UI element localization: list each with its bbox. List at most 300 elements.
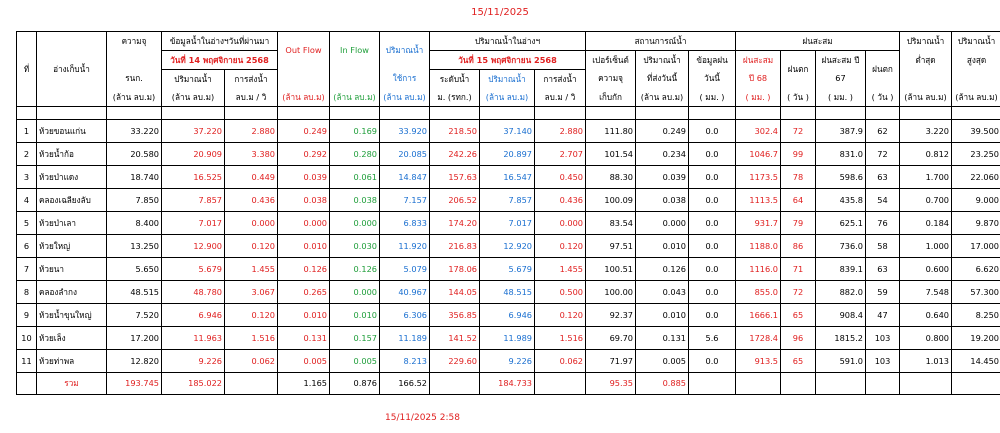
col-reservoir-header: อ่างเก็บน้ำ	[37, 32, 107, 107]
current-release-cell: 0.062	[535, 350, 586, 373]
rain-days-67-cell: 47	[866, 304, 900, 327]
usable-volume-cell: 5.079	[380, 258, 430, 281]
rain-68-cell: 1116.0	[736, 258, 781, 281]
table-row	[17, 120, 1000, 143]
min-volume-cell: 3.220	[900, 120, 952, 143]
rain-days-67-cell: 63	[866, 258, 900, 281]
rain-67-cell: 831.0	[816, 143, 866, 166]
reservoir-name-cell: คลองลำกง	[37, 281, 107, 304]
outflow-cell: 0.010	[278, 235, 330, 258]
inflow-cell: 0.010	[330, 304, 380, 327]
row-no-cell: 4	[17, 189, 37, 212]
past-release-cell: 0.120	[225, 304, 278, 327]
rain-today-cell: 0.0	[689, 235, 736, 258]
past-date-header: วันที่ 14 พฤศจิกายน 2568	[162, 51, 278, 70]
current-group-header: ปริมาณน้ำในอ่างฯ	[430, 32, 586, 51]
row-no-cell: 9	[17, 304, 37, 327]
water-level-cell: 356.85	[430, 304, 480, 327]
row-no-cell: 2	[17, 143, 37, 166]
outflow-cell: 0.249	[278, 120, 330, 143]
table-row	[17, 350, 1000, 373]
rain-67-cell: 625.1	[816, 212, 866, 235]
rain-67-cell: 839.1	[816, 258, 866, 281]
current-volume-h1: ปริมาณน้ำ	[480, 70, 535, 89]
rain-today-cell: 0.0	[689, 304, 736, 327]
rain-days-67-cell: 63	[866, 166, 900, 189]
water-level-cell: 144.05	[430, 281, 480, 304]
rain-67-cell: 882.0	[816, 281, 866, 304]
rain67-h3: ( มม. )	[816, 88, 866, 107]
min-volume-h2: ต่ำสุด	[900, 51, 952, 70]
usable-volume-cell: 6.833	[380, 212, 430, 235]
current-volume-cell: 11.989	[480, 327, 535, 350]
release-today-cell: 0.126	[636, 258, 689, 281]
min-volume-cell: 0.600	[900, 258, 952, 281]
total-inflow: 0.876	[330, 373, 380, 395]
outflow-cell: 0.038	[278, 189, 330, 212]
percent-capacity-cell: 88.30	[586, 166, 636, 189]
max-volume-cell: 14.450	[952, 350, 1000, 373]
water-level-cell: 141.52	[430, 327, 480, 350]
past-volume-h2: (ล้าน ลบ.ม)	[162, 88, 225, 107]
inflow-cell: 0.030	[330, 235, 380, 258]
rain-67-cell: 435.8	[816, 189, 866, 212]
table-row	[17, 281, 1000, 304]
current-volume-h2: (ล้าน ลบ.ม)	[480, 88, 535, 107]
outflow-unit: (ล้าน ลบ.ม)	[278, 88, 330, 107]
current-release-cell: 0.000	[535, 212, 586, 235]
water-level-cell: 206.52	[430, 189, 480, 212]
rain-67-cell: 908.4	[816, 304, 866, 327]
past-release-cell: 0.120	[225, 235, 278, 258]
current-release-cell: 0.450	[535, 166, 586, 189]
table-row	[17, 143, 1000, 166]
inflow-cell: 0.061	[330, 166, 380, 189]
capacity-cell: 13.250	[107, 235, 162, 258]
percent-capacity-cell: 83.54	[586, 212, 636, 235]
water-level-cell: 174.20	[430, 212, 480, 235]
past-group-header: ข้อมูลน้ำในอ่างฯวันที่ผ่านมา	[162, 32, 278, 51]
release-today-cell: 0.039	[636, 166, 689, 189]
min-volume-cell: 1.013	[900, 350, 952, 373]
inflow-cell: 0.038	[330, 189, 380, 212]
outflow-cell: 0.000	[278, 212, 330, 235]
row-no-cell: 5	[17, 212, 37, 235]
capacity-cell: 8.400	[107, 212, 162, 235]
rain68-h2: ปี 68	[736, 70, 781, 89]
past-release-cell: 3.067	[225, 281, 278, 304]
usable-volume-cell: 20.085	[380, 143, 430, 166]
rain-68-cell: 302.4	[736, 120, 781, 143]
past-release-cell: 1.516	[225, 327, 278, 350]
percent-capacity-cell: 111.80	[586, 120, 636, 143]
row-no-cell: 8	[17, 281, 37, 304]
rain-67-cell: 598.6	[816, 166, 866, 189]
rain-days-67-cell: 58	[866, 235, 900, 258]
reservoir-name-cell: ห้วยใหญ่	[37, 235, 107, 258]
past-release-h1: การส่งน้ำ	[225, 70, 278, 89]
table-body	[17, 120, 1000, 373]
min-volume-cell: 1.000	[900, 235, 952, 258]
percent-capacity-cell: 71.97	[586, 350, 636, 373]
water-level-cell: 242.26	[430, 143, 480, 166]
rain-days-67-cell: 103	[866, 350, 900, 373]
table-row	[17, 212, 1000, 235]
release-today-cell: 0.038	[636, 189, 689, 212]
min-volume-cell: 1.700	[900, 166, 952, 189]
rain-days-67-cell: 103	[866, 327, 900, 350]
current-release-h1: การส่งน้ำ	[535, 70, 586, 89]
outflow-header: Out Flow	[278, 32, 330, 70]
rain-68-cell: 1173.5	[736, 166, 781, 189]
usable-h3: (ล้าน ลบ.ม)	[380, 88, 430, 107]
min-volume-cell: 0.640	[900, 304, 952, 327]
col-no-header: ที่	[17, 32, 37, 107]
reservoir-name-cell: ห้วยขอนแก่น	[37, 120, 107, 143]
past-release-cell: 0.000	[225, 212, 278, 235]
inflow-cell: 0.157	[330, 327, 380, 350]
percent-capacity-cell: 92.37	[586, 304, 636, 327]
past-volume-cell: 20.909	[162, 143, 225, 166]
past-release-cell: 0.062	[225, 350, 278, 373]
current-release-cell: 0.500	[535, 281, 586, 304]
rain-days-68-cell: 96	[781, 327, 816, 350]
capacity-cell: 33.220	[107, 120, 162, 143]
rain68-h3: ( มม. )	[736, 88, 781, 107]
inflow-cell: 0.280	[330, 143, 380, 166]
percent-capacity-cell: 100.51	[586, 258, 636, 281]
table-row	[17, 304, 1000, 327]
rain-today-h1: ข้อมูลฝน	[689, 51, 736, 70]
outflow-cell: 0.292	[278, 143, 330, 166]
report-date: 15/11/2025	[471, 7, 529, 18]
min-volume-cell: 0.800	[900, 327, 952, 350]
min-volume-cell: 7.548	[900, 281, 952, 304]
total-release-today: 0.885	[636, 373, 689, 395]
rain-days68-h2: ( วัน )	[781, 88, 816, 107]
past-release-cell: 3.380	[225, 143, 278, 166]
rain-68-cell: 1188.0	[736, 235, 781, 258]
release-today-h3: (ล้าน ลบ.ม)	[636, 88, 689, 107]
current-release-cell: 0.120	[535, 235, 586, 258]
rain-today-cell: 0.0	[689, 281, 736, 304]
inflow-cell: 0.005	[330, 350, 380, 373]
percent-h1: เปอร์เซ็นต์	[586, 51, 636, 70]
rain-days-67-cell: 59	[866, 281, 900, 304]
usable-h2: ใช้การ	[380, 70, 430, 89]
rain-today-cell: 0.0	[689, 212, 736, 235]
past-release-cell: 1.455	[225, 258, 278, 281]
rain-days-67-cell: 62	[866, 120, 900, 143]
rain-68-cell: 1113.5	[736, 189, 781, 212]
current-volume-cell: 48.515	[480, 281, 535, 304]
rain-days-67-cell: 76	[866, 212, 900, 235]
current-volume-cell: 12.920	[480, 235, 535, 258]
row-no-cell: 1	[17, 120, 37, 143]
max-volume-cell: 23.250	[952, 143, 1000, 166]
past-volume-cell: 5.679	[162, 258, 225, 281]
release-today-h1: ปริมาณน้ำ	[636, 51, 689, 70]
current-release-cell: 2.707	[535, 143, 586, 166]
rain-today-cell: 0.0	[689, 166, 736, 189]
rain-days-68-cell: 78	[781, 166, 816, 189]
status-group-header: สถานการณ์น้ำ	[586, 32, 736, 51]
total-row	[17, 373, 1000, 395]
rain-days67-h2: ( วัน )	[866, 88, 900, 107]
rain68-h1: ฝนสะสม	[736, 51, 781, 70]
rain-today-h3: ( มม. )	[689, 88, 736, 107]
printed-timestamp: 15/11/2025 2:58	[385, 413, 460, 423]
max-volume-cell: 19.200	[952, 327, 1000, 350]
rain-days-68-cell: 71	[781, 258, 816, 281]
capacity-cell: 20.580	[107, 143, 162, 166]
capacity-cell: 5.650	[107, 258, 162, 281]
capacity-cell: 18.740	[107, 166, 162, 189]
rain-days-68-cell: 65	[781, 350, 816, 373]
rain-days67-h1: ฝนตก	[866, 51, 900, 89]
capacity-cell: 12.820	[107, 350, 162, 373]
past-release-cell: 0.449	[225, 166, 278, 189]
inflow-unit: (ล้าน ลบ.ม)	[330, 88, 380, 107]
max-volume-cell: 57.300	[952, 281, 1000, 304]
reservoir-name-cell: ห้วยนา	[37, 258, 107, 281]
max-volume-h3: (ล้าน ลบ.ม)	[952, 88, 1000, 107]
min-volume-cell: 0.184	[900, 212, 952, 235]
max-volume-cell: 9.870	[952, 212, 1000, 235]
total-outflow: 1.165	[278, 373, 330, 395]
usable-volume-cell: 8.213	[380, 350, 430, 373]
release-today-cell: 0.005	[636, 350, 689, 373]
release-today-cell: 0.000	[636, 212, 689, 235]
past-volume-cell: 7.017	[162, 212, 225, 235]
percent-capacity-cell: 101.54	[586, 143, 636, 166]
rain-today-cell: 5.6	[689, 327, 736, 350]
inflow-cell: 0.169	[330, 120, 380, 143]
past-volume-cell: 16.525	[162, 166, 225, 189]
current-release-cell: 1.516	[535, 327, 586, 350]
past-volume-cell: 12.900	[162, 235, 225, 258]
rain-68-cell: 1666.1	[736, 304, 781, 327]
max-volume-cell: 6.620	[952, 258, 1000, 281]
water-level-cell: 178.06	[430, 258, 480, 281]
table-row	[17, 166, 1000, 189]
min-volume-cell: 0.700	[900, 189, 952, 212]
rain-days-68-cell: 99	[781, 143, 816, 166]
reservoir-name-cell: ห้วยท่าพล	[37, 350, 107, 373]
past-release-h2: ลบ.ม / วิ	[225, 88, 278, 107]
total-capacity: 193.745	[107, 373, 162, 395]
rain-group-header: ฝนสะสม	[736, 32, 900, 51]
row-no-cell: 7	[17, 258, 37, 281]
past-volume-cell: 7.857	[162, 189, 225, 212]
reservoir-name-cell: ห้วยป่าเลา	[37, 212, 107, 235]
water-level-cell: 157.63	[430, 166, 480, 189]
rain-today-cell: 0.0	[689, 258, 736, 281]
outflow-cell: 0.265	[278, 281, 330, 304]
current-volume-cell: 5.679	[480, 258, 535, 281]
release-today-cell: 0.234	[636, 143, 689, 166]
current-release-cell: 0.120	[535, 304, 586, 327]
total-usable: 166.52	[380, 373, 430, 395]
rain-days-67-cell: 54	[866, 189, 900, 212]
reservoir-name-cell: ห้วยน้ำขุนใหญ่	[37, 304, 107, 327]
capacity-cell: 7.520	[107, 304, 162, 327]
current-volume-cell: 20.897	[480, 143, 535, 166]
rain-67-cell: 1815.2	[816, 327, 866, 350]
total-percent: 95.35	[586, 373, 636, 395]
current-release-h2: ลบ.ม / วิ	[535, 88, 586, 107]
water-level-cell: 229.60	[430, 350, 480, 373]
past-volume-cell: 11.963	[162, 327, 225, 350]
col-capacity-h2: รนก.	[107, 70, 162, 89]
row-no-cell: 6	[17, 235, 37, 258]
outflow-cell: 0.010	[278, 304, 330, 327]
capacity-cell: 48.515	[107, 281, 162, 304]
inflow-cell: 0.000	[330, 212, 380, 235]
release-today-cell: 0.010	[636, 304, 689, 327]
usable-h1: ปริมาณน้ำ	[380, 32, 430, 70]
rain-68-cell: 931.7	[736, 212, 781, 235]
outflow-cell: 0.126	[278, 258, 330, 281]
release-today-cell: 0.010	[636, 235, 689, 258]
outflow-cell: 0.131	[278, 327, 330, 350]
table-row	[17, 189, 1000, 212]
past-volume-h1: ปริมาณน้ำ	[162, 70, 225, 89]
current-volume-cell: 7.017	[480, 212, 535, 235]
rain67-h1: ฝนสะสม ปี	[816, 51, 866, 70]
rain-today-cell: 0.0	[689, 143, 736, 166]
release-today-h2: ที่ส่งวันนี้	[636, 70, 689, 89]
table-row	[17, 258, 1000, 281]
col-capacity-h3: (ล้าน ลบ.ม)	[107, 88, 162, 107]
max-volume-cell: 39.500	[952, 120, 1000, 143]
past-volume-cell: 48.780	[162, 281, 225, 304]
reservoir-table	[16, 31, 1000, 395]
total-current-volume: 184.733	[480, 373, 535, 395]
usable-volume-cell: 33.920	[380, 120, 430, 143]
max-volume-h2: สูงสุด	[952, 51, 1000, 70]
rain-days-68-cell: 86	[781, 235, 816, 258]
level-h2: ม. (รทก.)	[430, 88, 480, 107]
reservoir-name-cell: คลองเฉลียงลับ	[37, 189, 107, 212]
row-no-cell: 3	[17, 166, 37, 189]
outflow-cell: 0.039	[278, 166, 330, 189]
past-volume-cell: 9.226	[162, 350, 225, 373]
current-volume-cell: 9.226	[480, 350, 535, 373]
min-volume-cell: 0.812	[900, 143, 952, 166]
rain-days-67-cell: 72	[866, 143, 900, 166]
rain-today-cell: 0.0	[689, 350, 736, 373]
outflow-cell: 0.005	[278, 350, 330, 373]
past-volume-cell: 37.220	[162, 120, 225, 143]
rain-68-cell: 913.5	[736, 350, 781, 373]
usable-volume-cell: 40.967	[380, 281, 430, 304]
capacity-cell: 7.850	[107, 189, 162, 212]
current-volume-cell: 6.946	[480, 304, 535, 327]
release-today-cell: 0.131	[636, 327, 689, 350]
row-no-cell: 11	[17, 350, 37, 373]
rain-days-68-cell: 79	[781, 212, 816, 235]
max-volume-cell: 8.250	[952, 304, 1000, 327]
rain-days68-h1: ฝนตก	[781, 51, 816, 89]
past-release-cell: 0.436	[225, 189, 278, 212]
current-release-cell: 0.436	[535, 189, 586, 212]
rain67-h2: 67	[816, 70, 866, 89]
percent-h3: เก็บกัก	[586, 88, 636, 107]
col-capacity-h1: ความจุ	[107, 32, 162, 51]
current-release-cell: 2.880	[535, 120, 586, 143]
usable-volume-cell: 7.157	[380, 189, 430, 212]
release-today-cell: 0.249	[636, 120, 689, 143]
past-volume-cell: 6.946	[162, 304, 225, 327]
rain-68-cell: 855.0	[736, 281, 781, 304]
usable-volume-cell: 6.306	[380, 304, 430, 327]
rain-67-cell: 387.9	[816, 120, 866, 143]
percent-capacity-cell: 100.00	[586, 281, 636, 304]
release-today-cell: 0.043	[636, 281, 689, 304]
inflow-header: In Flow	[330, 32, 380, 70]
min-volume-h3: (ล้าน ลบ.ม)	[900, 88, 952, 107]
percent-h2: ความจุ	[586, 70, 636, 89]
rain-67-cell: 736.0	[816, 235, 866, 258]
usable-volume-cell: 11.920	[380, 235, 430, 258]
table-row	[17, 235, 1000, 258]
current-volume-cell: 16.547	[480, 166, 535, 189]
max-volume-cell: 9.000	[952, 189, 1000, 212]
reservoir-name-cell: ห้วยเล็ง	[37, 327, 107, 350]
level-h1: ระดับน้ำ	[430, 70, 480, 89]
water-level-cell: 218.50	[430, 120, 480, 143]
total-label: รวม	[37, 373, 107, 395]
percent-capacity-cell: 97.51	[586, 235, 636, 258]
min-volume-h1: ปริมาณน้ำ	[900, 32, 952, 51]
reservoir-name-cell: ห้วยน้ำก้อ	[37, 143, 107, 166]
inflow-cell: 0.126	[330, 258, 380, 281]
current-volume-cell: 37.140	[480, 120, 535, 143]
rain-days-68-cell: 64	[781, 189, 816, 212]
rain-today-h2: วันนี้	[689, 70, 736, 89]
reservoir-name-cell: ห้วยป่าแดง	[37, 166, 107, 189]
usable-volume-cell: 14.847	[380, 166, 430, 189]
rain-68-cell: 1728.4	[736, 327, 781, 350]
percent-capacity-cell: 100.09	[586, 189, 636, 212]
rain-days-68-cell: 72	[781, 120, 816, 143]
current-release-cell: 1.455	[535, 258, 586, 281]
rain-68-cell: 1046.7	[736, 143, 781, 166]
total-past-volume: 185.022	[162, 373, 225, 395]
percent-capacity-cell: 69.70	[586, 327, 636, 350]
max-volume-cell: 17.000	[952, 235, 1000, 258]
current-volume-cell: 7.857	[480, 189, 535, 212]
past-release-cell: 2.880	[225, 120, 278, 143]
rain-67-cell: 591.0	[816, 350, 866, 373]
table-header	[17, 32, 1000, 120]
rain-today-cell: 0.0	[689, 189, 736, 212]
water-level-cell: 216.83	[430, 235, 480, 258]
row-no-cell: 10	[17, 327, 37, 350]
capacity-cell: 17.200	[107, 327, 162, 350]
rain-days-68-cell: 72	[781, 281, 816, 304]
rain-days-68-cell: 65	[781, 304, 816, 327]
table-row	[17, 327, 1000, 350]
table-footer	[17, 373, 1000, 395]
usable-volume-cell: 11.189	[380, 327, 430, 350]
inflow-cell: 0.000	[330, 281, 380, 304]
rain-today-cell: 0.0	[689, 120, 736, 143]
max-volume-cell: 22.060	[952, 166, 1000, 189]
current-date-header: วันที่ 15 พฤศจิกายน 2568	[430, 51, 586, 70]
max-volume-h1: ปริมาณน้ำ	[952, 32, 1000, 51]
